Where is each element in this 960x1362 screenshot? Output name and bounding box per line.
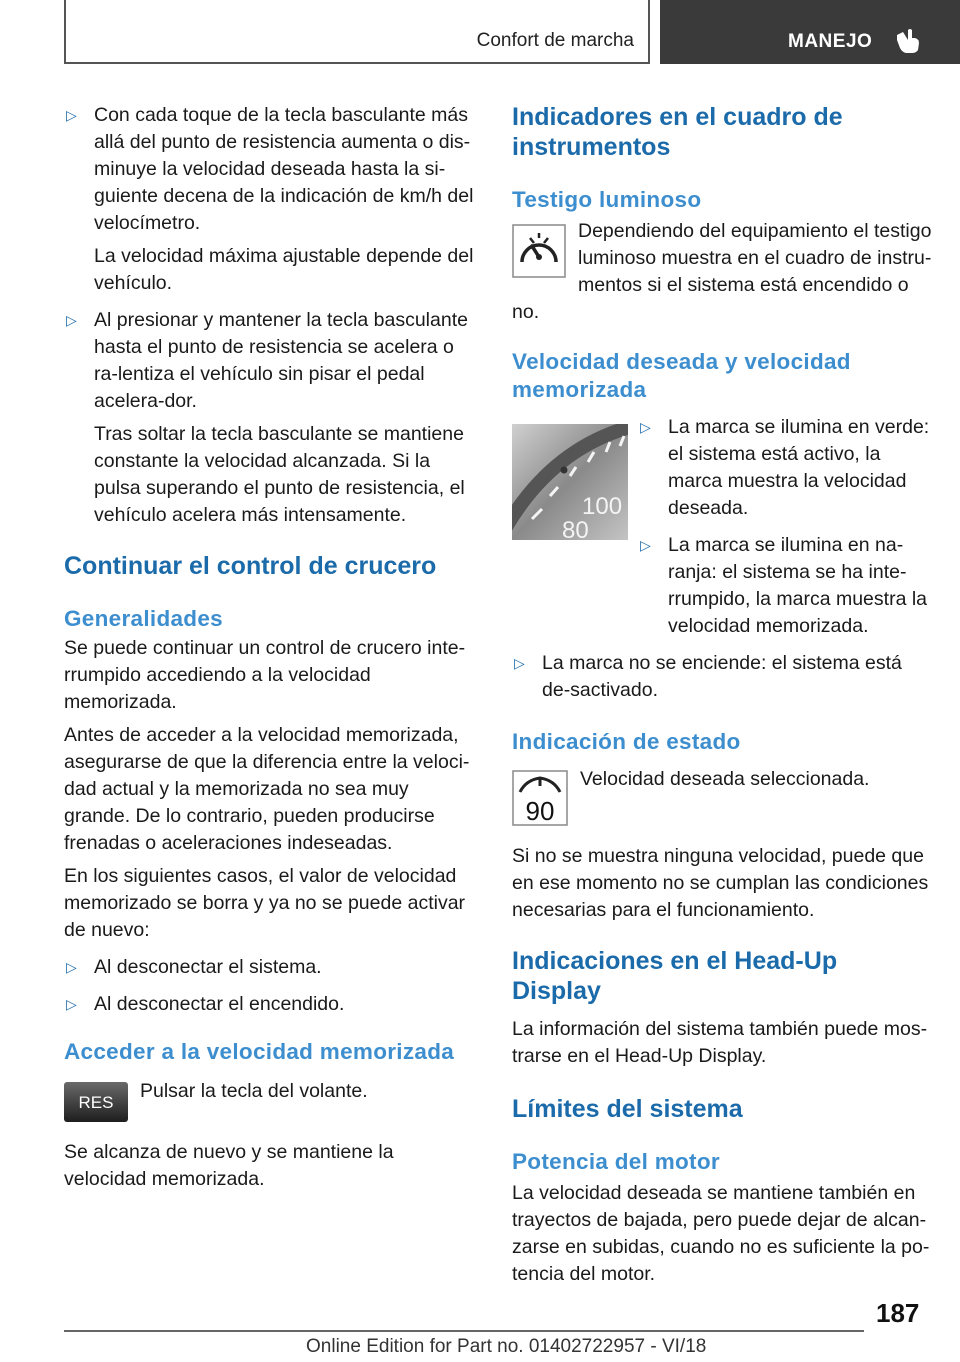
footer-edition: Online Edition for Part no. 01402722957 - VI/18: [306, 1336, 707, 1357]
section-heading: Continuar el control de crucero: [64, 552, 437, 580]
list-item: ▷ La marca se ilumina en verde: el sistema está activo, la marca muestra la velocidad deseada.: [638, 414, 932, 522]
paragraph: Antes de acceder a la velocidad memorizada, asegurarse de que la diferencia entre la veloci-dad actual y la memorizada no sea muy grande. De lo contrario, pueden producirse frenadas o aceleraciones indeseadas.: [64, 724, 470, 854]
paragraph: La información del sistema también puede mos-trarse en el Head-Up Display.: [512, 1018, 928, 1067]
subsection-heading: Velocidad deseada y velocidad memorizada: [512, 349, 851, 402]
section-heading: Límites del sistema: [512, 1095, 743, 1123]
list-item: ▷ Al desconectar el sistema.: [64, 954, 480, 981]
gauge-label-80: 80: [562, 517, 589, 540]
res-instruction: [64, 1078, 480, 1127]
list-item: ▷ La marca no se enciende: el sistema está de-sactivado.: [512, 650, 932, 704]
right-column: [512, 102, 932, 1288]
list-item-note: La velocidad máxima ajustable depende del vehículo.: [94, 245, 474, 294]
header-section-tab: [64, 0, 650, 64]
cruise-control-indicator-icon: [512, 224, 566, 283]
res-button-icon: [64, 1082, 128, 1127]
paragraph: Pulsar la tecla del volante.: [140, 1080, 368, 1102]
list-item: ▷ Al desconectar el encendido.: [64, 991, 480, 1018]
section-heading: Indicadores en el cuadro de instrumentos: [512, 103, 843, 161]
list-item: ▷ La marca se ilumina en na-ranja: el sistema se ha inte-rrumpido, la marca muestra la velocidad memorizada.: [638, 532, 932, 640]
estado-block: [512, 766, 932, 831]
page-number: 187: [876, 1298, 920, 1328]
header-chapter-tab: [660, 0, 960, 64]
subsection-heading: Testigo luminoso: [512, 187, 702, 212]
gauge-label-100: 100: [582, 493, 623, 520]
subsection-heading: Potencia del motor: [512, 1149, 720, 1174]
testigo-block: [512, 218, 932, 326]
subsection-heading: Indicación de estado: [512, 729, 741, 754]
list-item: ▷ Con cada toque de la tecla basculante más allá del punto de resistencia aumenta o dis-minuye la velocidad deseada hasta la si-guiente decena de la indicación de km/h del velocímetro.: [64, 102, 480, 237]
paragraph: Dependiendo del equipamiento el testigo luminoso muestra en el cuadro de instru-mentos si el sistema está encendido o no.: [512, 220, 932, 323]
left-column: [64, 102, 480, 1193]
paragraph: En los siguientes casos, el valor de velocidad memorizado se borra y ya no se puede activar de nuevo:: [64, 865, 466, 941]
paragraph: Se puede continuar un control de crucero inte-rrumpido accediendo a la velocidad memorizada.: [64, 637, 466, 713]
list-item: ▷ Al presionar y mantener la tecla basculante hasta el punto de resistencia se acelera o ra-lentiza el vehículo sin pisar el pedal acelera-dor.: [64, 307, 480, 415]
paragraph: Se alcanza de nuevo y se mantiene la velocidad memorizada.: [64, 1141, 394, 1190]
subsection-heading: Generalidades: [64, 606, 223, 631]
speed-marker-block: [512, 414, 932, 640]
speedometer-image: [512, 424, 628, 545]
paragraph: La velocidad deseada se mantiene también en trayectos de bajada, pero puede dejar de alcan-zarse en subidas, cuando no es suficiente la po-tencia del motor.: [512, 1182, 930, 1285]
section-heading: Indicaciones en el Head-Up Display: [512, 947, 838, 1005]
paragraph: Si no se muestra ninguna velocidad, puede que en ese momento no se cumplan las condiciones necesarias para el funcionamiento.: [512, 845, 929, 921]
footer-divider: [64, 1330, 864, 1332]
speed-marker-dot: [561, 467, 568, 474]
list-item-note: Tras soltar la tecla basculante se mantiene constante la velocidad alcanzada. Si la pulsa superando el punto de resistencia, el vehículo acelera más intensamente.: [94, 423, 465, 526]
res-label: RES: [78, 1093, 114, 1112]
header-chapter-title: MANEJO: [788, 31, 873, 52]
header-section-title: Confort de marcha: [476, 30, 634, 51]
hand-pointer-icon: [894, 26, 922, 54]
paragraph: Velocidad deseada seleccionada.: [580, 768, 870, 790]
subsection-heading: Acceder a la velocidad memorizada: [64, 1039, 455, 1064]
set-speed-value: 90: [525, 796, 555, 826]
set-speed-icon: [512, 770, 568, 831]
